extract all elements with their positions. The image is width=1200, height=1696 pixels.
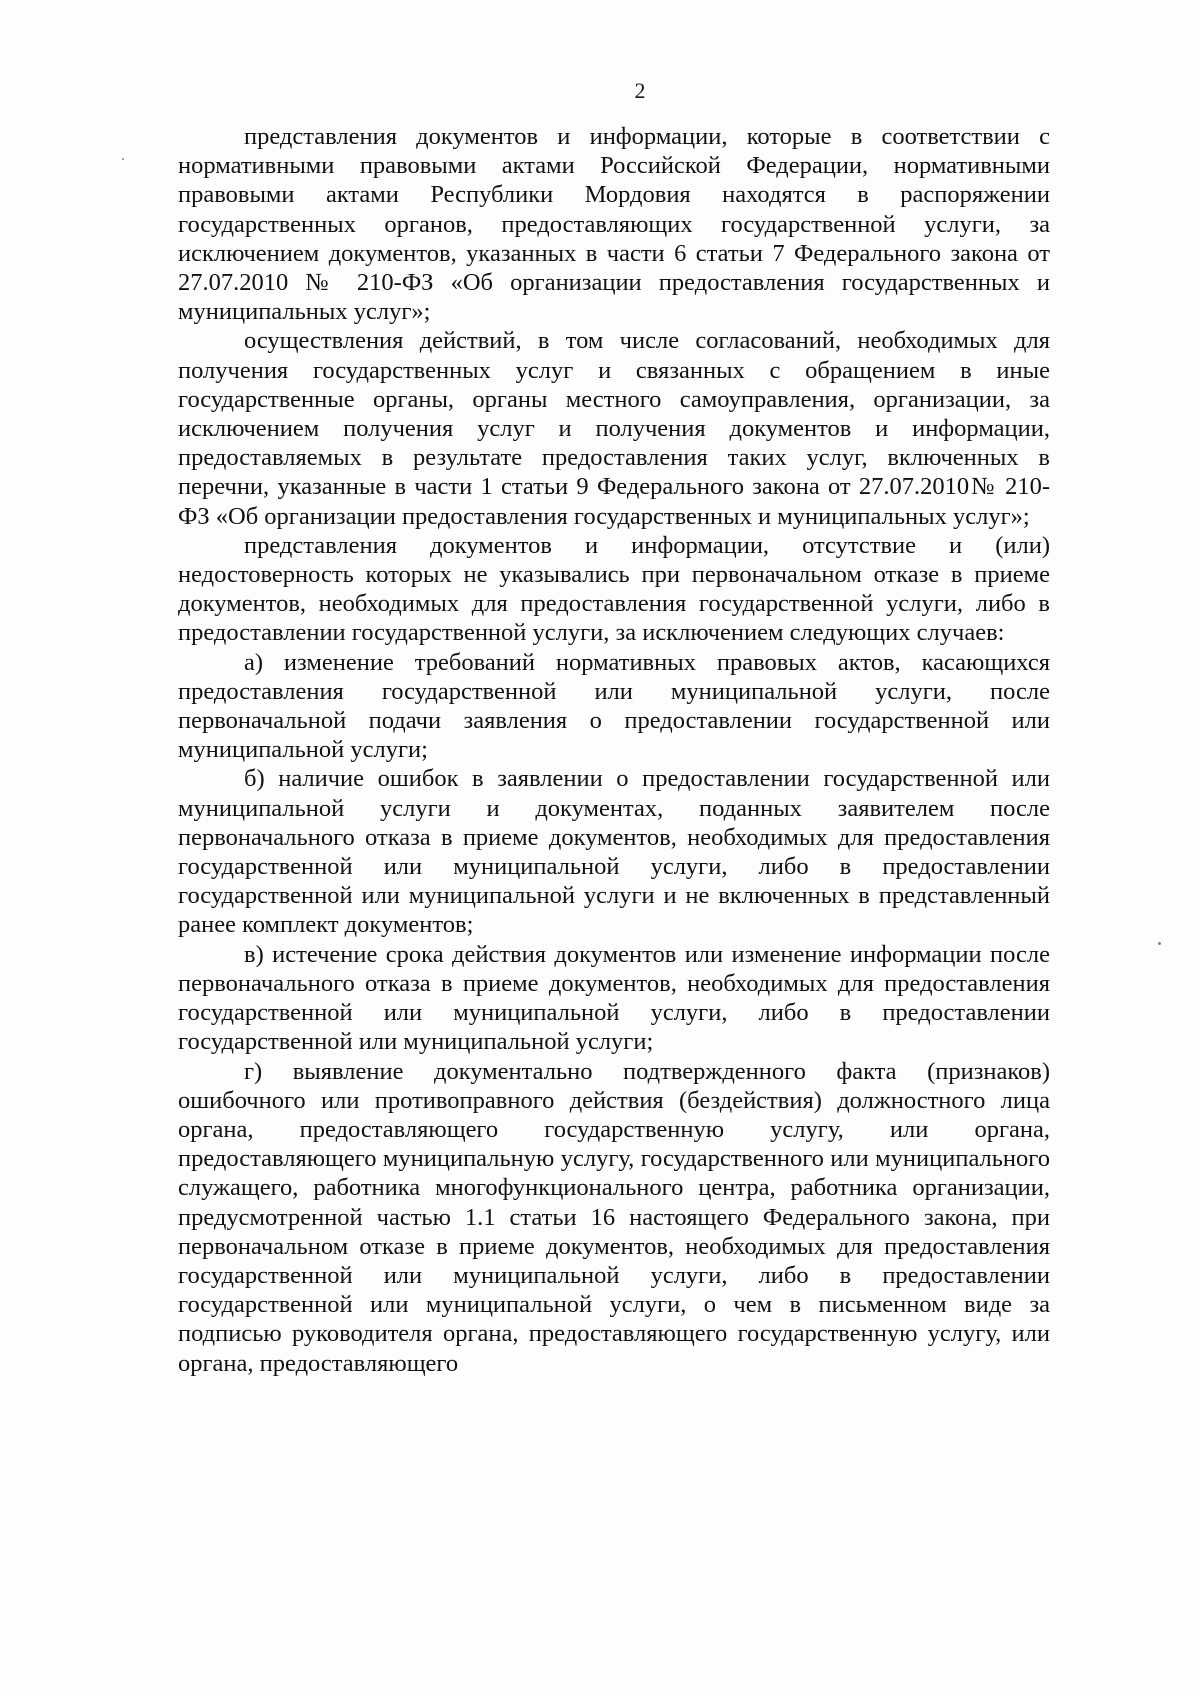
page-number: 2 [634,78,646,103]
scan-speck [1158,942,1161,945]
document-body [178,122,1050,1378]
paragraph-actions-approvals: осуществления действий, в том числе согласований, необходимых для получения государственных услуг и связанных с обращением в иные государственные органы, органы местного самоуправления, организации, за исключением получения услуг и получения документов и информации, предоставляемых в результате предоставления таких услуг, включенных в перечни, указанные в части 1 статьи 9 Федерального закона от 27.07.2010№ 210-ФЗ «Об организации предоставления государственных и муниципальных услуг»; [178,327,1050,530]
scan-speck [122,158,124,160]
paragraph-documents-information: представления документов и информации, которые в соответствии с нормативными правовыми актами Российской Федерации, нормативными правовыми актами Республики Мордовия находятся в распоряжении государственных органов, предоставляющих государственной услуги, за исключением документов, указанных в части 6 статьи 7 Федерального закона от 27.07.2010 № 210-ФЗ «Об организации предоставления государственных и муниципальных услуг»; [178,123,1050,326]
paragraph-refusal-exceptions: представления документов и информации, отсутствие и (или) недостоверность которых не указывались при первоначальном отказе в приеме документов, необходимых для предоставления государственной услуги, либо в предоставлении государственной услуги, за исключением следующих случаев: [178,531,1050,647]
list-item-g: г) выявление документально подтвержденного факта (признаков) ошибочного или противоправного действия (бездействия) должностного лица органа, предоставляющего государственную услугу, или органа, предоставляющего муниципальную услугу, государственного или муниципального служащего, работника многофункционального центра, работника организации, предусмотренной частью 1.1 статьи 16 настоящего Федерального закона, при первоначальном отказе в приеме документов, необходимых для предоставления государственной или муниципальной услуги, либо в предоставлении государственной или муниципальной услуги, о чем в письменном виде за подписью руководителя органа, предоставляющего государственную услугу, или органа, предоставляющего [178,1057,1050,1377]
list-item-a: а) изменение требований нормативных правовых актов, касающихся предоставления государственной или муниципальной услуги, после первоначальной подачи заявления о предоставлении государственной или муниципальной услуги; [178,648,1050,764]
list-item-v: в) истечение срока действия документов или изменение информации после первоначального отказа в приеме документов, необходимых для предоставления государственной или муниципальной услуги, либо в предоставлении государственной или муниципальной услуги; [178,940,1050,1056]
list-item-b: б) наличие ошибок в заявлении о предоставлении государственной или муниципальной услуги и документах, поданных заявителем после первоначального отказа в приеме документов, необходимых для предоставления государственной или муниципальной услуги, либо в предоставлении государственной или муниципальной услуги и не включенных в представленный ранее комплект документов; [178,765,1050,939]
